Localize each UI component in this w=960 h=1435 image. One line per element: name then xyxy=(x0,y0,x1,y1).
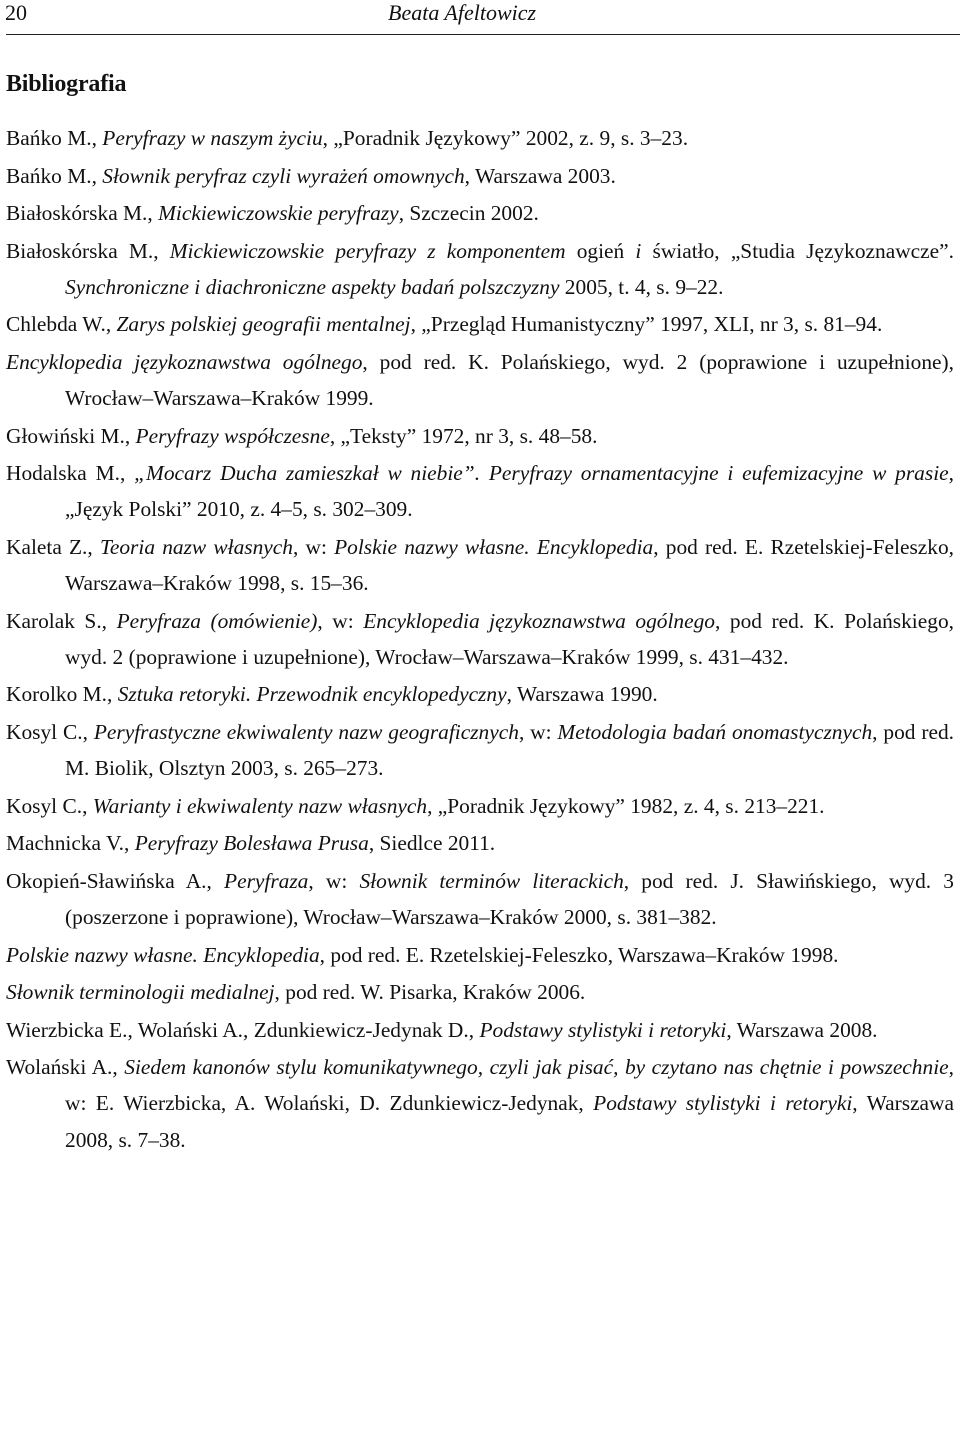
bibliography-entry xyxy=(6,937,954,973)
entry-text: Hodalska M., xyxy=(6,461,135,486)
entry-text: , pod red. M. Biolik, Olsztyn 2003, s. 265–273. xyxy=(65,720,954,781)
bibliography-entry xyxy=(6,603,954,675)
bibliography-entry xyxy=(6,714,954,786)
section-heading: Bibliografia xyxy=(6,71,127,97)
entry-text: ogień xyxy=(565,238,636,263)
bibliography-entry xyxy=(6,455,954,527)
entry-title-italic: Peryfrastyczne ekwiwalenty nazw geograficznych xyxy=(93,720,519,744)
bibliography-entry xyxy=(6,120,954,156)
entry-text: Chlebda W., xyxy=(6,312,117,337)
entry-text: , „Przegląd Humanistyczny” 1997, XLI, nr 3, s. 81–94. xyxy=(410,312,883,337)
running-header-author: Beata Afeltowicz xyxy=(388,0,537,25)
entry-title-italic: Peryfrazy Bolesława Prusa xyxy=(134,831,369,856)
entry-title-italic: Siedem kanonów stylu komunikatywnego, czyli jak pisać, by czytano nas chętnie i powszechnie xyxy=(124,1055,949,1080)
bibliography-entry xyxy=(6,306,954,342)
entry-title-italic: „Mocarz Ducha zamieszkał w niebie”. Peryfrazy ornamentacyjne i eufemizacyjne w prasie xyxy=(134,461,949,486)
entry-title-italic: Encyklopedia językoznawstwa ogólnego xyxy=(363,608,715,633)
entry-title-italic: Metodologia badań onomastycznych xyxy=(557,720,873,744)
bibliography-entry xyxy=(6,825,954,861)
entry-text: , w: xyxy=(317,608,364,633)
entry-text: , pod red. J. Sławińskiego, wyd. 3 (poszerzone i poprawione), Wrocław–Warszawa–Kraków 2000, s. 381–382. xyxy=(65,868,954,929)
entry-title-italic: Peryfrazy w naszym życiu xyxy=(102,126,323,150)
entry-title-italic: Peryfrazy współczesne xyxy=(135,423,330,448)
entry-text: , „Język Polski” 2010, z. 4–5, s. 302–309. xyxy=(65,461,955,522)
entry-text: , Warszawa 1990. xyxy=(506,682,658,707)
entry-text: , Szczecin 2002. xyxy=(398,201,539,226)
entry-title-italic: Teoria nazw własnych xyxy=(99,535,293,560)
bibliography-entry xyxy=(6,418,954,454)
entry-title-italic: Peryfraza xyxy=(224,868,309,893)
bibliography-entry xyxy=(6,158,954,194)
entry-title-italic: Słownik terminów literackich xyxy=(359,868,624,893)
header-divider xyxy=(6,34,960,35)
entry-text: Bańko M., xyxy=(6,126,103,150)
entry-text: , pod red. W. Pisarka, Kraków 2006. xyxy=(274,980,586,1005)
entry-text: Wierzbicka E., Wolański A., Zdunkiewicz-Jedynak D., xyxy=(6,1017,480,1042)
bibliography-entry xyxy=(6,1049,954,1157)
entry-title-italic: Mickiewiczowskie peryfrazy xyxy=(158,201,399,226)
entry-title-italic: Zarys polskiej geografii mentalnej xyxy=(116,312,411,337)
entry-text: , „Poradnik Językowy” 2002, z. 9, s. 3–23. xyxy=(322,126,689,150)
entry-text: , pod red. E. Rzetelskiej-Feleszko, Warszawa–Kraków 1998, s. 15–36. xyxy=(65,535,955,596)
entry-text: Białoskórska M., xyxy=(6,201,159,226)
entry-text: Białoskórska M., xyxy=(6,238,170,263)
entry-text: Kaleta Z., xyxy=(6,535,100,560)
entry-title-italic: Sztuka retoryki. Przewodnik encyklopedyczny xyxy=(117,682,507,707)
entry-text: 2005, t. 4, s. 9–22. xyxy=(559,274,724,299)
entry-title-italic: Synchroniczne i diachroniczne aspekty badań polszczyzny xyxy=(65,274,560,299)
entry-text: Korolko M., xyxy=(6,682,118,707)
bibliography-entry xyxy=(6,529,954,601)
running-header xyxy=(6,0,954,26)
entry-text: Kosyl C., xyxy=(6,793,93,818)
entry-text: , „Poradnik Językowy” 1982, z. 4, s. 213–221. xyxy=(427,793,825,818)
bibliography-entry xyxy=(6,974,954,1010)
entry-title-italic: Peryfraza (omówienie) xyxy=(116,608,318,633)
bibliography-entry xyxy=(6,344,954,416)
entry-title-italic: Warianty i ekwiwalenty nazw własnych xyxy=(92,793,428,818)
entry-text: Kosyl C., xyxy=(6,720,94,744)
bibliography-entry xyxy=(6,195,954,231)
entry-text: Głowiński M., xyxy=(6,423,136,448)
entry-title-italic: Podstawy stylistyki i retoryki xyxy=(593,1091,853,1116)
entry-text: , Warszawa 2003. xyxy=(464,163,616,188)
entry-text: , Warszawa 2008. xyxy=(726,1017,878,1042)
entry-text: światło, „Studia Językoznawcze”. xyxy=(641,238,954,263)
bibliography-entry xyxy=(6,676,954,712)
entry-text: Karolak S., xyxy=(6,608,117,633)
bibliography-entry xyxy=(6,1012,954,1048)
entry-text: , w: xyxy=(292,535,335,560)
entry-text: Machnicka V., xyxy=(6,831,135,856)
entry-title-italic: Mickiewiczowskie peryfrazy z komponentem xyxy=(169,238,566,263)
page-number: 20 xyxy=(5,0,27,25)
bibliography-list xyxy=(6,120,954,1158)
entry-title-italic: i xyxy=(635,238,642,263)
entry-text: Okopień-Sławińska A., xyxy=(6,868,225,893)
entry-text: , Siedlce 2011. xyxy=(368,831,496,856)
entry-title-italic: Encyklopedia językoznawstwa ogólnego xyxy=(6,350,363,375)
entry-title-italic: Polskie nazwy własne. Encyklopedia xyxy=(334,535,654,560)
entry-text: , w: E. Wierzbicka, A. Wolański, D. Zdunkiewicz-Jedynak, xyxy=(65,1055,954,1116)
entry-text: , pod red. K. Polańskiego, wyd. 2 (poprawione i uzupełnione), Wrocław–Warszawa–Kraków 1999. xyxy=(65,350,954,411)
entry-title-italic: Słownik peryfraz czyli wyrażeń omownych xyxy=(102,163,465,188)
entry-text: Bańko M., xyxy=(6,163,103,188)
entry-text: Wolański A., xyxy=(6,1055,125,1080)
entry-text: , pod red. K. Polańskiego, wyd. 2 (poprawione i uzupełnione), Wrocław–Warszawa–Kraków 1999, s. 431–432. xyxy=(65,608,954,669)
entry-text: , w: xyxy=(518,720,558,744)
entry-title-italic: Słownik terminologii medialnej xyxy=(6,980,275,1005)
entry-text: , w: xyxy=(308,868,360,893)
entry-title-italic: Podstawy stylistyki i retoryki xyxy=(479,1017,727,1042)
entry-text: , Warszawa 2008, s. 7–38. xyxy=(65,1091,954,1152)
entry-text: , „Teksty” 1972, nr 3, s. 48–58. xyxy=(329,423,598,448)
entry-text: , pod red. E. Rzetelskiej-Feleszko, Warszawa–Kraków 1998. xyxy=(319,942,839,967)
entry-title-italic: Polskie nazwy własne. Encyklopedia xyxy=(6,942,320,967)
bibliography-entry xyxy=(6,233,954,305)
bibliography-entry xyxy=(6,788,954,824)
bibliography-entry xyxy=(6,863,954,935)
